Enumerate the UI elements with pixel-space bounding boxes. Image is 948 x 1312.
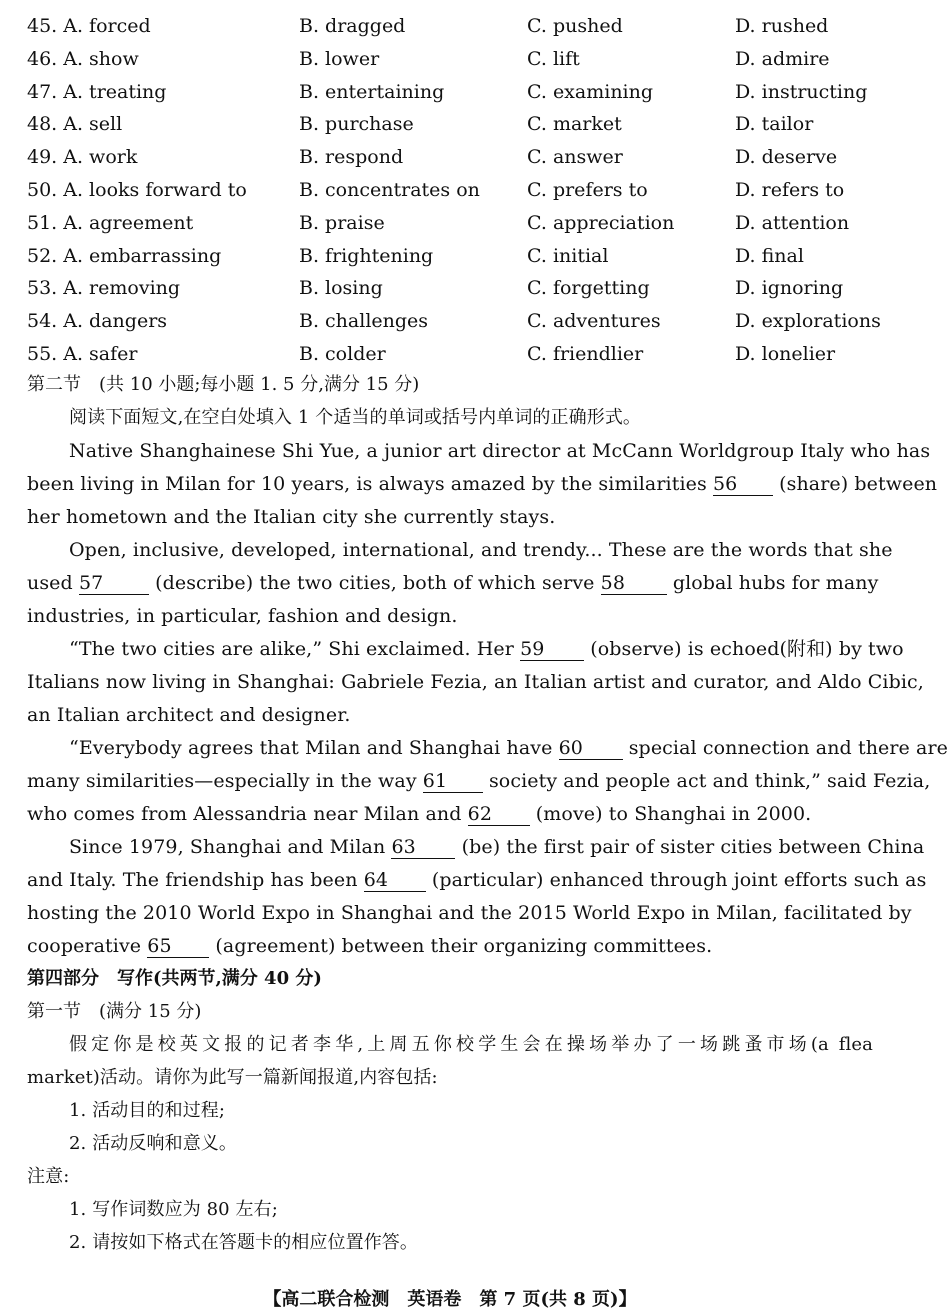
option-b: B. losing xyxy=(299,277,383,300)
option-c: C. friendlier xyxy=(527,343,644,365)
blank-63: 63 xyxy=(391,836,455,859)
option-d: D. lonelier xyxy=(735,343,836,365)
note-item: 2. 请按如下格式在答题卡的相应位置作答。 xyxy=(69,1232,418,1253)
blank-58: 58 xyxy=(601,572,667,595)
passage-line: industries, in particular, fashion and design. xyxy=(27,605,458,627)
question-row xyxy=(0,141,900,174)
option-d: D. admire xyxy=(735,47,830,70)
option-a: 48. A. sell xyxy=(27,113,123,136)
option-a: 46. A. show xyxy=(27,47,139,70)
note-item: 1. 写作词数应为 80 左右; xyxy=(69,1199,278,1220)
passage-line: “The two cities are alike,” Shi exclaimed. Her 59 (observe) is echoed(附和) by two xyxy=(69,638,904,660)
writing-prompt: 假定你是校英文报的记者李华,上周五你校学生会在操场举办了一场跳蚤市场(a flea xyxy=(69,1034,873,1055)
question-row xyxy=(0,338,900,371)
question-row xyxy=(0,108,900,141)
option-c: C. adventures xyxy=(527,310,661,333)
question-row xyxy=(0,174,900,207)
passage-line: Since 1979, Shanghai and Milan 63 (be) the first pair of sister cities between China xyxy=(69,836,925,858)
option-c: C. answer xyxy=(527,146,623,169)
part4-heading: 第四部分 写作(共两节,满分 40 分) xyxy=(27,968,322,989)
option-d: D. final xyxy=(735,244,804,267)
note-label: 注意: xyxy=(27,1166,70,1187)
option-a: 47. A. treating xyxy=(27,80,167,103)
question-row xyxy=(0,10,900,43)
option-b: B. colder xyxy=(299,343,386,365)
option-c: C. examining xyxy=(527,80,654,103)
option-a: 52. A. embarrassing xyxy=(27,244,222,267)
passage-line: her hometown and the Italian city she currently stays. xyxy=(27,506,556,528)
option-a: 50. A. looks forward to xyxy=(27,179,247,201)
option-d: D. attention xyxy=(735,211,850,234)
option-c: C. lift xyxy=(527,47,580,70)
option-c: C. market xyxy=(527,113,622,136)
blank-57: 57 xyxy=(79,572,149,595)
blank-60: 60 xyxy=(559,737,623,760)
option-d: D. instructing xyxy=(735,80,868,103)
blank-61: 61 xyxy=(423,770,483,793)
passage-line: and Italy. The friendship has been 64 (particular) enhanced through joint efforts such as xyxy=(27,869,927,891)
option-a: 55. A. safer xyxy=(27,343,138,365)
option-c: C. appreciation xyxy=(527,211,675,234)
option-d: D. refers to xyxy=(735,179,845,201)
option-a: 45. A. forced xyxy=(27,15,151,37)
option-d: D. tailor xyxy=(735,113,814,136)
passage-line: Open, inclusive, developed, international, and trendy... These are the words that she xyxy=(69,539,893,561)
blank-59: 59 xyxy=(520,638,584,661)
writing-item: 1. 活动目的和过程; xyxy=(69,1100,226,1121)
option-a: 51. A. agreement xyxy=(27,211,194,234)
passage-line: “Everybody agrees that Milan and Shanghai have 60 special connection and there are xyxy=(69,737,948,759)
question-row xyxy=(0,272,900,305)
part4-sub-heading: 第一节 (满分 15 分) xyxy=(27,1001,202,1022)
option-b: B. frightening xyxy=(299,244,434,267)
question-row xyxy=(0,207,900,240)
passage-line: hosting the 2010 World Expo in Shanghai and the 2015 World Expo in Milan, facilitated by xyxy=(27,902,912,924)
option-a: 49. A. work xyxy=(27,146,138,169)
writing-item: 2. 活动反响和意义。 xyxy=(69,1133,237,1154)
passage-line: an Italian architect and designer. xyxy=(27,704,351,726)
passage-line: been living in Milan for 10 years, is always amazed by the similarities 56 (share) between xyxy=(27,473,938,495)
option-a: 53. A. removing xyxy=(27,277,181,300)
question-row xyxy=(0,76,900,109)
passage-line: cooperative 65 (agreement) between their organizing committees. xyxy=(27,935,713,957)
blank-64: 64 xyxy=(364,869,426,892)
blank-56: 56 xyxy=(713,473,773,496)
option-b: B. lower xyxy=(299,47,380,70)
option-b: B. challenges xyxy=(299,310,429,333)
question-row xyxy=(0,43,900,76)
question-row xyxy=(0,305,900,338)
option-c: C. forgetting xyxy=(527,277,650,300)
blank-62: 62 xyxy=(468,803,530,826)
option-d: D. ignoring xyxy=(735,277,844,300)
passage-line: Native Shanghainese Shi Yue, a junior art director at McCann Worldgroup Italy who has xyxy=(69,440,931,462)
option-c: C. pushed xyxy=(527,15,623,37)
option-c: C. prefers to xyxy=(527,179,648,201)
passage-line: many similarities—especially in the way 61 society and people act and think,” said Fezia, xyxy=(27,770,931,792)
option-b: B. entertaining xyxy=(299,80,445,103)
option-b: B. respond xyxy=(299,146,404,169)
question-row xyxy=(0,240,900,273)
page-footer: 【高二联合检测 英语卷 第 7 页(共 8 页)】 xyxy=(263,1289,637,1310)
blank-65: 65 xyxy=(147,935,209,958)
passage-line: Italians now living in Shanghai: Gabriele Fezia, an Italian artist and curator, and Aldo Cibic, xyxy=(27,671,924,693)
option-d: D. explorations xyxy=(735,310,881,333)
option-b: B. concentrates on xyxy=(299,179,480,201)
writing-prompt: market)活动。请你为此写一篇新闻报道,内容包括: xyxy=(27,1067,438,1088)
option-b: B. dragged xyxy=(299,15,406,37)
passage-line: used 57 (describe) the two cities, both of which serve 58 global hubs for many xyxy=(27,572,879,594)
option-d: D. deserve xyxy=(735,146,838,169)
option-b: B. praise xyxy=(299,211,385,234)
option-a: 54. A. dangers xyxy=(27,310,168,333)
option-d: D. rushed xyxy=(735,15,829,37)
section2-instruction: 阅读下面短文,在空白处填入 1 个适当的单词或括号内单词的正确形式。 xyxy=(69,407,642,428)
section2-heading: 第二节 (共 10 小题;每小题 1. 5 分,满分 15 分) xyxy=(27,374,420,395)
option-b: B. purchase xyxy=(299,113,414,136)
passage-line: who comes from Alessandria near Milan and 62 (move) to Shanghai in 2000. xyxy=(27,803,812,825)
option-c: C. initial xyxy=(527,244,609,267)
